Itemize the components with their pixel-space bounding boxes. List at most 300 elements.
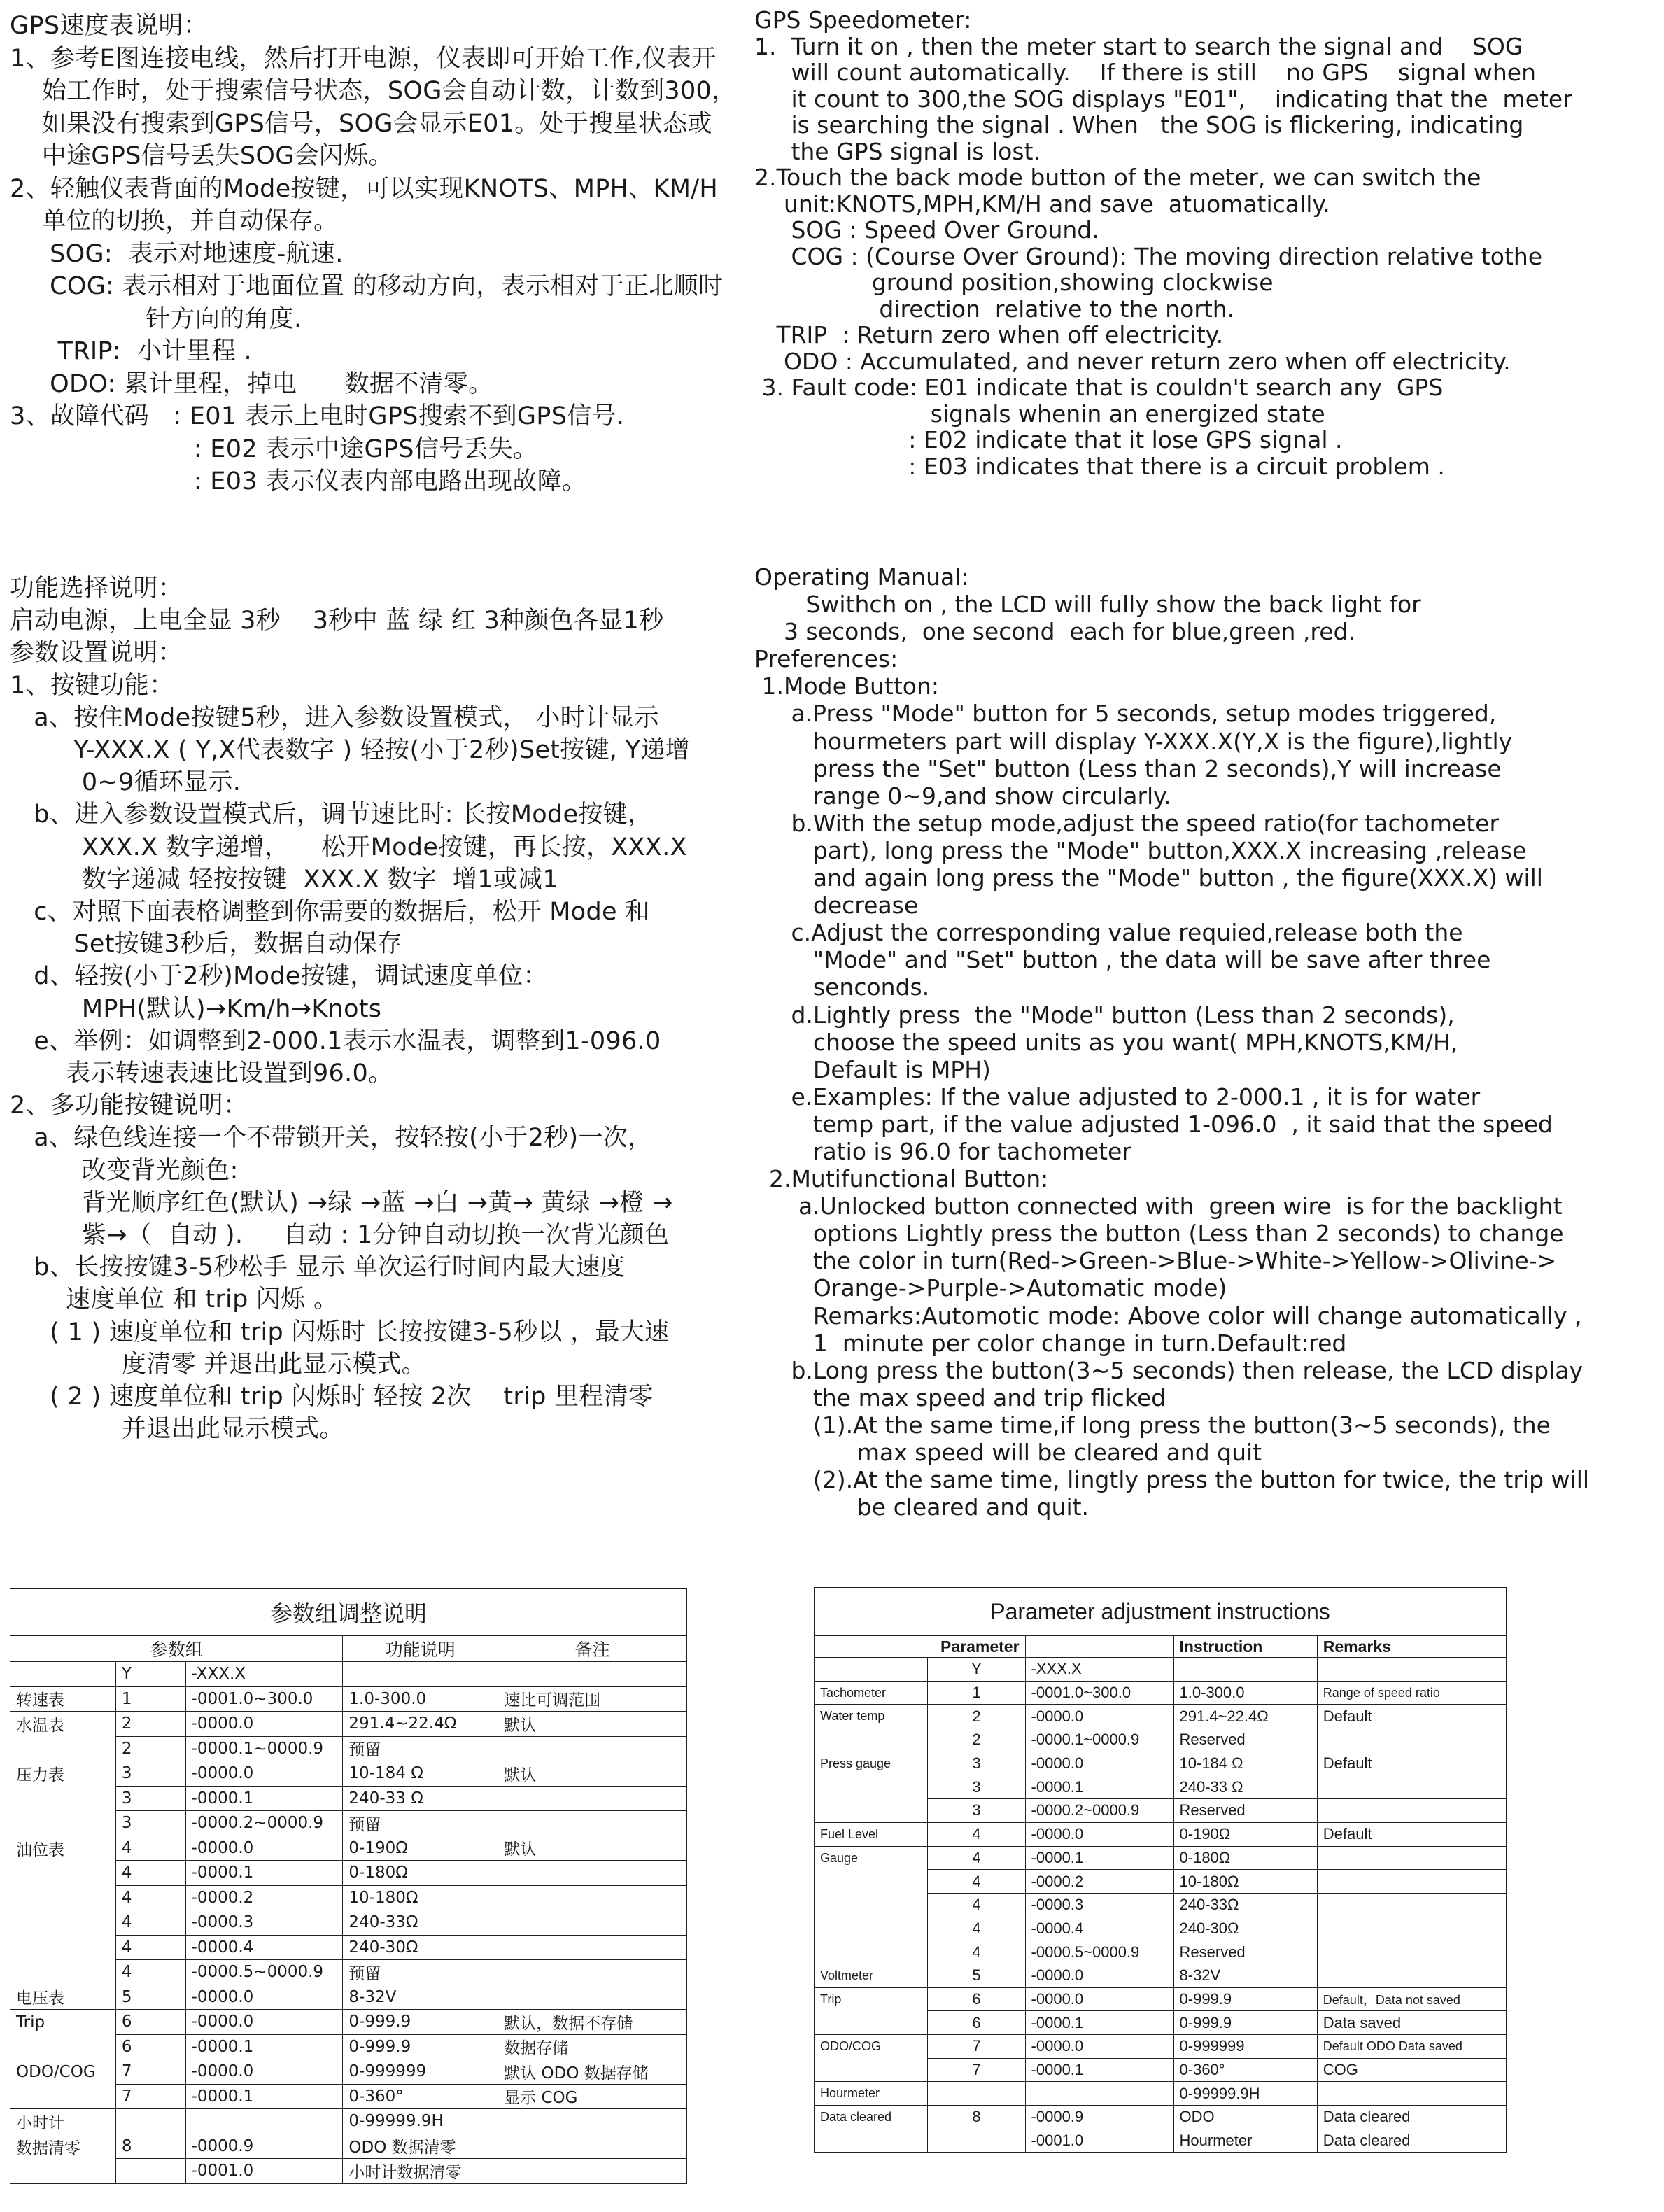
zh-table-row — [10, 2134, 687, 2159]
zh-table-cell: 0-180Ω — [343, 1861, 498, 1886]
zh-table-cell: 数据存储 — [498, 2034, 687, 2059]
en-table-row — [815, 1964, 1507, 1987]
text-line: unit:KNOTS,MPH,KM/H and save atuomatically. — [754, 190, 1330, 218]
text-line: it count to 300,the SOG displays "E01", indicating that the meter — [754, 85, 1572, 113]
zh-table-cell: -0000.2 — [185, 1885, 343, 1910]
text-line: COG : (Course Over Ground): The moving direction relative tothe — [754, 242, 1543, 270]
en-header-instruction: Instruction — [1173, 1636, 1317, 1658]
zh-table-cell: 240-30Ω — [343, 1935, 498, 1960]
zh-table-cell: 7 — [115, 2059, 185, 2085]
en-table-row — [815, 2129, 1507, 2153]
zh-table-cell: -0000.0 — [185, 1836, 343, 1861]
zh-table-cell — [498, 1736, 687, 1761]
en-table-cell — [815, 1893, 928, 1917]
text-line: : E02 表示中途GPS信号丢失。 — [10, 435, 538, 463]
en-table-cell — [1317, 1846, 1506, 1870]
text-line: SOG : Speed Over Ground. — [754, 216, 1099, 244]
en-table-cell: -0001.0~300.0 — [1025, 1681, 1173, 1705]
en-table-row — [815, 2058, 1507, 2082]
en-table-cell: Default ODO Data saved — [1317, 2035, 1506, 2059]
en-header-param: Parameter — [815, 1636, 1026, 1658]
zh-table-cell: -0000.0 — [185, 2059, 343, 2085]
zh-table-cell — [498, 1662, 687, 1687]
zh-table-cell: -0000.1~0000.9 — [185, 1736, 343, 1761]
text-line: MPH(默认)→Km/h→Knots — [10, 994, 382, 1023]
en-table-cell: Reserved — [1173, 1799, 1317, 1823]
zh-table-row — [10, 1761, 687, 1787]
en-table-cell — [1317, 1728, 1506, 1752]
zh-table-cell — [498, 1960, 687, 1985]
en-table-cell: 7 — [928, 2035, 1025, 2059]
en-table-cell: Tachometer — [815, 1681, 928, 1705]
en-table-cell — [815, 1940, 928, 1964]
zh-table-cell: 数据清零 — [10, 2134, 116, 2159]
en-table-cell — [1317, 1917, 1506, 1940]
text-line: is searching the signal . When the SOG is flickering, indicating — [754, 111, 1524, 139]
zh-table-row — [10, 2059, 687, 2085]
en-table-cell: Data saved — [1317, 2011, 1506, 2035]
zh-table-row — [10, 1985, 687, 2010]
zh-table-cell: -0000.9 — [185, 2134, 343, 2159]
en-table-row — [815, 2011, 1507, 2035]
text-line: Set按键3秒后，数据自动保存 — [10, 930, 402, 959]
en-table-cell: -XXX.X — [1025, 1658, 1173, 1682]
text-line: ground position,showing clockwise — [754, 269, 1274, 296]
zh-table-cell: Trip — [10, 2010, 116, 2035]
zh-table-cell: 6 — [115, 2034, 185, 2059]
zh-table-cell — [10, 1786, 116, 1811]
zh-table-cell: 默认 — [498, 1761, 687, 1787]
en-gps-instructions — [754, 7, 1572, 479]
en-table-cell: Hourmeter — [1173, 2129, 1317, 2153]
zh-table-cell: 默认 ODO 数据存储 — [498, 2059, 687, 2085]
zh-table-cell: 0-190Ω — [343, 1836, 498, 1861]
zh-table-cell — [343, 1662, 498, 1687]
zh-table-cell: Y — [115, 1662, 185, 1687]
text-line: TRIP : Return zero when off electricity. — [754, 321, 1224, 348]
en-table-cell: Gauge — [815, 1846, 928, 1870]
text-line: c、对照下面表格调整到你需要的数据后，松开 Mode 和 — [10, 898, 650, 927]
en-table-cell: 240-30Ω — [1173, 1917, 1317, 1940]
en-table-cell: 4 — [928, 1917, 1025, 1940]
en-table-cell: 8-32V — [1173, 1964, 1317, 1987]
en-table-cell: Y — [928, 1658, 1025, 1682]
en-table-cell — [815, 2129, 928, 2153]
en-table-row — [815, 1752, 1507, 1775]
en-table-cell — [928, 2082, 1025, 2106]
zh-table-cell: 4 — [115, 1910, 185, 1936]
zh-table-cell — [10, 1935, 116, 1960]
en-table-cell: 0-180Ω — [1173, 1846, 1317, 1870]
zh-table-cell: -XXX.X — [185, 1662, 343, 1687]
zh-table-cell: 油位表 — [10, 1836, 116, 1861]
zh-table-cell: 3 — [115, 1761, 185, 1787]
text-line: 2、轻触仪表背面的Mode按键，可以实现KNOTS、MPH、KM/H — [10, 174, 718, 203]
zh-operating-manual — [10, 572, 690, 1445]
text-line: range 0~9,and show circularly. — [754, 782, 1171, 810]
zh-table-cell: -0000.0 — [185, 2010, 343, 2035]
zh-table-row — [10, 1686, 687, 1712]
zh-table-cell: 0-360° — [343, 2084, 498, 2109]
en-table-cell: -0000.0 — [1025, 1822, 1173, 1846]
en-table-cell: 3 — [928, 1775, 1025, 1799]
zh-table-row — [10, 1960, 687, 1985]
en-table-cell: -0000.1 — [1025, 2011, 1173, 2035]
text-line: ODO: 累计里程，掉电 数据不清零。 — [10, 369, 493, 398]
zh-table-cell: 1 — [115, 1686, 185, 1712]
zh-table-cell: 0-999.9 — [343, 2034, 498, 2059]
text-line: 3 seconds, one second each for blue,green ,red. — [754, 618, 1355, 646]
en-table-row — [815, 1870, 1507, 1894]
text-line: ratio is 96.0 for tachometer — [754, 1137, 1131, 1165]
en-table-cell: 2 — [928, 1728, 1025, 1752]
zh-header-function: 功能说明 — [343, 1636, 498, 1662]
en-table-cell: -0000.9 — [1025, 2106, 1173, 2129]
zh-table-cell: 2 — [115, 1712, 185, 1737]
zh-table-row — [10, 1861, 687, 1886]
en-table-cell: 10-184 Ω — [1173, 1752, 1317, 1775]
text-line: 3. Fault code: E01 indicate that is couldn't search any GPS — [754, 374, 1444, 401]
text-line: b.With the setup mode,adjust the speed ratio(for tachometer — [754, 809, 1500, 837]
text-line: b、进入参数设置模式后，调节速比时: 长按Mode按键， — [10, 801, 653, 829]
zh-table-cell: 5 — [115, 1985, 185, 2010]
zh-table-cell: -0000.0 — [185, 1761, 343, 1787]
zh-table-row — [10, 1935, 687, 1960]
text-line: a.Press "Mode" button for 5 seconds, setup modes triggered, — [754, 700, 1497, 728]
en-table-cell — [815, 1917, 928, 1940]
zh-table-caption: 参数组调整说明 — [10, 1589, 687, 1636]
text-line: senconds. — [754, 973, 930, 1001]
text-line: 2.Touch the back mode button of the meter, we can switch the — [754, 164, 1481, 191]
zh-table-cell: 4 — [115, 1935, 185, 1960]
zh-table-cell: 2 — [115, 1736, 185, 1761]
text-line: GPS速度表说明： — [10, 12, 209, 40]
zh-table-cell: 0-999999 — [343, 2059, 498, 2085]
text-line: 参数设置说明： — [10, 639, 183, 668]
zh-table-cell: 小时计数据清零 — [343, 2159, 498, 2184]
zh-table-cell — [115, 2109, 185, 2134]
en-table-cell — [815, 1799, 928, 1823]
zh-table-row — [10, 1736, 687, 1761]
zh-table-cell — [10, 2159, 116, 2184]
en-table-cell: ODO — [1173, 2106, 1317, 2129]
en-table-cell: Data cleared — [1317, 2106, 1506, 2129]
en-table-cell: -0000.1 — [1025, 1846, 1173, 1870]
text-line: : E03 表示仪表内部电路出现故障。 — [10, 467, 587, 495]
zh-table-cell: 4 — [115, 1836, 185, 1861]
text-line: temp part, if the value adjusted 1-096.0 , it said that the speed — [754, 1110, 1553, 1138]
en-table-cell: 1.0-300.0 — [1173, 1681, 1317, 1705]
zh-table-cell — [10, 1736, 116, 1761]
zh-table-cell: 1.0-300.0 — [343, 1686, 498, 1712]
text-line: direction relative to the north. — [754, 295, 1235, 323]
en-table-cell: -0000.0 — [1025, 1752, 1173, 1775]
text-line: COG: 表示相对于地面位置 的移动方向，表示相对于正北顺时 — [10, 272, 724, 300]
zh-table-cell — [10, 1662, 116, 1687]
en-table-cell: -0000.0 — [1025, 1964, 1173, 1987]
zh-table-cell: 默认 — [498, 1712, 687, 1737]
en-header-remarks: Remarks — [1317, 1636, 1506, 1658]
text-line: 1 minute per color change in turn.Default:red — [754, 1329, 1347, 1357]
en-table-cell: 6 — [928, 1987, 1025, 2011]
zh-table-cell: -0000.0 — [185, 1985, 343, 2010]
text-line: TRIP: 小计里程 . — [10, 337, 252, 365]
en-table-cell — [815, 1728, 928, 1752]
en-table-cell — [815, 1658, 928, 1682]
zh-table-row — [10, 1836, 687, 1861]
zh-table-cell: ODO/COG — [10, 2059, 116, 2085]
text-line: Operating Manual: — [754, 563, 969, 591]
text-line: 2、多功能按键说明： — [10, 1092, 248, 1120]
en-table-cell: 0-999.9 — [1173, 2011, 1317, 2035]
en-table-cell — [1317, 1775, 1506, 1799]
text-line: a.Unlocked button connected with green wire is for the backlight — [754, 1192, 1563, 1220]
zh-table-cell: -0001.0 — [185, 2159, 343, 2184]
en-table-cell: 2 — [928, 1705, 1025, 1728]
text-line: 1.Mode Button: — [754, 672, 940, 700]
en-table-cell — [1317, 1658, 1506, 1682]
zh-table-cell: 4 — [115, 1960, 185, 1985]
en-table-cell: Reserved — [1173, 1940, 1317, 1964]
text-line: 表示转速表速比设置到96.0。 — [10, 1059, 393, 1088]
text-line: XXX.X 数字递增， 松开Mode按键，再长按，XXX.X — [10, 833, 687, 861]
zh-table-cell: 8-32V — [343, 1985, 498, 2010]
zh-table-cell — [498, 1935, 687, 1960]
en-table-cell: -0000.1~0000.9 — [1025, 1728, 1173, 1752]
zh-table-cell: 默认 — [498, 1836, 687, 1861]
en-table-cell: 3 — [928, 1752, 1025, 1775]
en-table-cell — [1317, 1964, 1506, 1987]
zh-table-cell: 6 — [115, 2010, 185, 2035]
zh-table-cell: 显示 COG — [498, 2084, 687, 2109]
zh-table-row — [10, 2034, 687, 2059]
en-table-cell: -0000.5~0000.9 — [1025, 1940, 1173, 1964]
zh-table-cell: 默认，数据不存储 — [498, 2010, 687, 2035]
en-table-row — [815, 2106, 1507, 2129]
en-table-cell: Default，Data not saved — [1317, 1987, 1506, 2011]
text-line: b.Long press the button(3~5 seconds) then release, the LCD display — [754, 1356, 1583, 1384]
zh-table-cell: 240-33Ω — [343, 1910, 498, 1936]
en-table-cell: Hourmeter — [815, 2082, 928, 2106]
text-line: a、按住Mode按键5秒，进入参数设置模式， 小时计显示 — [10, 703, 659, 732]
zh-table-cell: 0-99999.9H — [343, 2109, 498, 2134]
en-table-cell — [1317, 1940, 1506, 1964]
zh-table-cell: 291.4~22.4Ω — [343, 1712, 498, 1737]
text-line: Swithch on , the LCD will fully show the back light for — [754, 591, 1421, 619]
en-table-cell: -0000.0 — [1025, 1705, 1173, 1728]
zh-table-cell: 10-184 Ω — [343, 1761, 498, 1787]
zh-table-row — [10, 2109, 687, 2134]
en-table-row — [815, 1705, 1507, 1728]
en-table-cell: 4 — [928, 1893, 1025, 1917]
zh-table-cell — [185, 2109, 343, 2134]
en-table-cell: 3 — [928, 1799, 1025, 1823]
text-line: decrease — [754, 892, 919, 920]
zh-table-cell: 4 — [115, 1861, 185, 1886]
zh-table-cell: -0000.1 — [185, 2084, 343, 2109]
zh-table-cell — [498, 2159, 687, 2184]
zh-table-row — [10, 2159, 687, 2184]
zh-table-row — [10, 2010, 687, 2035]
text-line: the GPS signal is lost. — [754, 137, 1041, 165]
en-table-row — [815, 1728, 1507, 1752]
text-line: Orange->Purple->Automatic mode) — [754, 1274, 1227, 1302]
zh-table-cell — [498, 1786, 687, 1811]
en-table-cell: Default — [1317, 1822, 1506, 1846]
en-table-cell: Data cleared — [1317, 2129, 1506, 2153]
en-table-cell — [1317, 2082, 1506, 2106]
zh-header-remarks: 备注 — [498, 1636, 687, 1662]
text-line: 3、故障代码 : E01 表示上电时GPS搜索不到GPS信号. — [10, 402, 625, 430]
zh-table-cell: -0000.0 — [185, 1712, 343, 1737]
text-line: 0~9循环显示. — [10, 768, 241, 797]
zh-table-cell — [10, 1861, 116, 1886]
text-line: and again long press the "Mode" button , the figure(XXX.X) will — [754, 864, 1543, 892]
zh-table-cell: 240-33 Ω — [343, 1786, 498, 1811]
zh-table-cell: ODO 数据清零 — [343, 2134, 498, 2159]
text-line: Remarks:Automotic mode: Above color will change automatically , — [754, 1302, 1582, 1330]
zh-table-cell: -0000.1 — [185, 2034, 343, 2059]
zh-table-cell: 预留 — [343, 1960, 498, 1985]
en-table-cell: Default — [1317, 1752, 1506, 1775]
zh-table-row — [10, 1662, 687, 1687]
zh-table-cell: 电压表 — [10, 1985, 116, 2010]
en-table-cell: -0001.0 — [1025, 2129, 1173, 2153]
zh-table-cell: 转速表 — [10, 1686, 116, 1712]
text-line: 2.Mutifunctional Button: — [754, 1165, 1049, 1193]
en-table-cell: -0000.0 — [1025, 1987, 1173, 2011]
text-line: 如果没有搜索到GPS信号，SOG会显示E01。处于搜星状态或 — [10, 109, 712, 138]
zh-table-row — [10, 1786, 687, 1811]
zh-table-cell: 7 — [115, 2084, 185, 2109]
zh-table-cell: 预留 — [343, 1811, 498, 1836]
en-table-cell: -0000.1 — [1025, 2058, 1173, 2082]
zh-table-cell — [498, 1910, 687, 1936]
en-table-cell: 4 — [928, 1822, 1025, 1846]
en-table-cell — [815, 1870, 928, 1894]
text-line: 改变背光颜色: — [10, 1156, 239, 1185]
en-table-cell: -0000.4 — [1025, 1917, 1173, 1940]
en-table-cell: Voltmeter — [815, 1964, 928, 1987]
en-table-row — [815, 1799, 1507, 1823]
zh-table-row — [10, 1910, 687, 1936]
zh-parameter-table — [10, 1588, 687, 2184]
en-table-row — [815, 2035, 1507, 2059]
text-line: d、轻按(小于2秒)Mode按键，调试速度单位： — [10, 962, 548, 991]
en-table-cell: 4 — [928, 1846, 1025, 1870]
en-table-cell: 0-190Ω — [1173, 1822, 1317, 1846]
zh-table-row — [10, 2084, 687, 2109]
text-line: 启动电源，上电全显 3秒 3秒中 蓝 绿 红 3种颜色各显1秒 — [10, 607, 664, 635]
zh-table-cell: 小时计 — [10, 2109, 116, 2134]
text-line: ODO : Accumulated, and never return zero when off electricity. — [754, 347, 1511, 375]
en-table-cell: -0000.2 — [1025, 1870, 1173, 1894]
text-line: 始工作时，处于搜索信号状态，SOG会自动计数，计数到300， — [10, 77, 737, 105]
en-table-row — [815, 1775, 1507, 1799]
en-table-cell — [815, 2011, 928, 2035]
text-line: 1、参考E图连接电线，然后打开电源，仪表即可开始工作,仪表开 — [10, 44, 717, 73]
text-line: max speed will be cleared and quit — [754, 1439, 1262, 1466]
text-line: the max speed and trip flicked — [754, 1383, 1166, 1411]
en-table-cell — [1317, 1870, 1506, 1894]
en-table-cell: 8 — [928, 2106, 1025, 2129]
text-line: : E03 indicates that there is a circuit problem . — [754, 452, 1445, 480]
text-line: ( 1 ) 速度单位和 trip 闪烁时 长按按键3-5秒以 ，最大速 — [10, 1318, 670, 1346]
en-table-row — [815, 2082, 1507, 2106]
zh-table-cell — [10, 1910, 116, 1936]
text-line: (2).At the same time, lingtly press the button for twice, the trip will — [754, 1466, 1590, 1494]
text-line: be cleared and quit. — [754, 1493, 1090, 1521]
text-line: 中途GPS信号丢失SOG会闪烁。 — [10, 142, 393, 170]
zh-table-cell: 3 — [115, 1811, 185, 1836]
en-table-cell — [1317, 1893, 1506, 1917]
en-table-cell: 4 — [928, 1870, 1025, 1894]
text-line: options Lightly press the button (Less than 2 seconds) to change — [754, 1220, 1564, 1248]
en-table-cell: COG — [1317, 2058, 1506, 2082]
zh-table-cell: -0000.1 — [185, 1786, 343, 1811]
text-line: e.Examples: If the value adjusted to 2-000.1 , it is for water — [754, 1083, 1481, 1111]
zh-table-cell — [498, 1861, 687, 1886]
zh-table-cell — [498, 2109, 687, 2134]
text-line: 功能选择说明： — [10, 575, 183, 603]
text-line: choose the speed units as you want( MPH,KNOTS,KM/H, — [754, 1028, 1458, 1056]
zh-table-row — [10, 1885, 687, 1910]
zh-table-cell — [498, 1985, 687, 2010]
text-line: e、举例：如调整到2-000.1表示水温表，调整到1-096.0 — [10, 1027, 661, 1055]
zh-table-cell — [498, 2134, 687, 2159]
zh-table-cell: 0-999.9 — [343, 2010, 498, 2035]
text-line: 速度单位 和 trip 闪烁 。 — [10, 1285, 339, 1314]
en-table-cell: 291.4~22.4Ω — [1173, 1705, 1317, 1728]
text-line: 背光顺序红色(默认) →绿 →蓝 →白 →黄→ 黄绿 →橙 → — [10, 1188, 673, 1217]
en-table-row — [815, 1658, 1507, 1682]
text-line: 数字递减 轻按按键 XXX.X 数字 增1或减1 — [10, 865, 558, 894]
en-table-cell: 10-180Ω — [1173, 1870, 1317, 1894]
zh-table-row — [10, 1712, 687, 1737]
en-table-row — [815, 1822, 1507, 1846]
text-line: 针方向的角度. — [10, 304, 302, 333]
en-table-cell: Press gauge — [815, 1752, 928, 1775]
en-table-cell: 6 — [928, 2011, 1025, 2035]
en-table-cell — [815, 2058, 928, 2082]
zh-gps-instructions — [10, 10, 736, 498]
text-line: the color in turn(Red->Green->Blue->White->Yellow->Olivine-> — [754, 1247, 1557, 1275]
en-table-cell: Fuel Level — [815, 1822, 928, 1846]
zh-table-cell: -0000.4 — [185, 1935, 343, 1960]
en-table-cell: 0-99999.9H — [1173, 2082, 1317, 2106]
en-table-cell: Data cleared — [815, 2106, 928, 2129]
text-line: ( 2 ) 速度单位和 trip 闪烁时 轻按 2次 trip 里程清零 — [10, 1383, 654, 1411]
text-line: hourmeters part will display Y-XXX.X(Y,X is the figure),lightly — [754, 727, 1513, 755]
en-table-row — [815, 1987, 1507, 2011]
en-table-cell: -0000.2~0000.9 — [1025, 1799, 1173, 1823]
text-line: 度清零 并退出此显示模式。 — [10, 1350, 426, 1379]
en-table-cell: 4 — [928, 1940, 1025, 1964]
en-table-cell: Reserved — [1173, 1728, 1317, 1752]
zh-table-cell — [10, 1960, 116, 1985]
zh-table-cell: 水温表 — [10, 1712, 116, 1737]
text-line: : E02 indicate that it lose GPS signal . — [754, 426, 1343, 453]
text-line: GPS Speedometer: — [754, 6, 972, 34]
zh-table-cell: 3 — [115, 1786, 185, 1811]
zh-table-cell: -0000.5~0000.9 — [185, 1960, 343, 1985]
text-line: a、绿色线连接一个不带锁开关，按轻按(小于2秒)一次， — [10, 1124, 653, 1153]
zh-table-cell — [115, 2159, 185, 2184]
en-table-cell: 5 — [928, 1964, 1025, 1987]
zh-table-cell: -0000.1 — [185, 1861, 343, 1886]
zh-table-cell — [10, 2084, 116, 2109]
text-line: will count automatically. If there is still no GPS signal when — [754, 59, 1537, 86]
